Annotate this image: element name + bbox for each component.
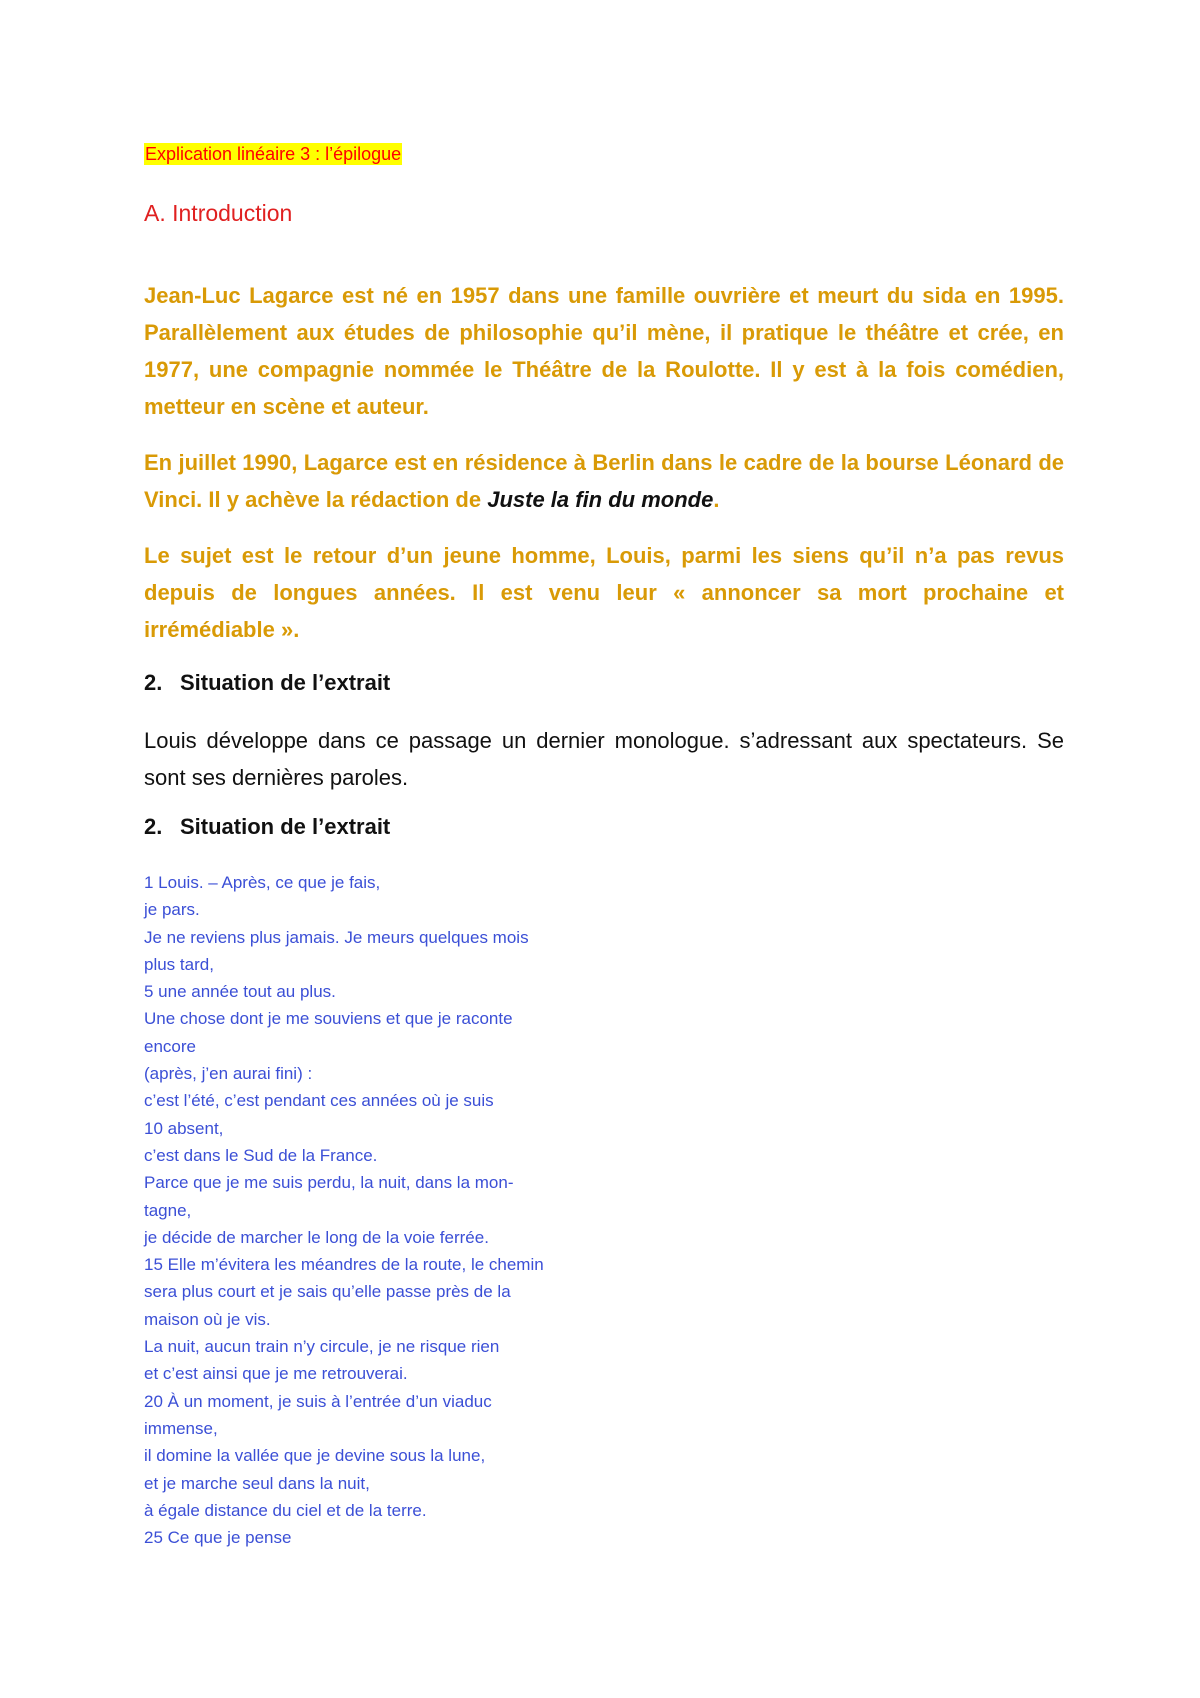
extract-line: 20 À un moment, je suis à l’entrée d’un viaduc bbox=[144, 1391, 492, 1411]
extract-line: 10 absent, bbox=[144, 1118, 224, 1138]
extract-line: maison où je vis. bbox=[144, 1309, 271, 1329]
extract-line: je pars. bbox=[144, 900, 200, 920]
intro-paragraph-subject: Le sujet est le retour d’un jeune homme, Louis, parmi les siens qu’il n’a pas revus depuis de longues années. Il est venu leur « annoncer sa mort prochaine et irrémédiable ». bbox=[144, 543, 1064, 642]
extract-line: 5 une année tout au plus. bbox=[144, 982, 336, 1002]
section-heading-extract bbox=[144, 812, 390, 842]
extract-line: 25 Ce que je pense bbox=[144, 1528, 292, 1548]
extract-line: il domine la vallée que je devine sous la lune, bbox=[144, 1446, 486, 1466]
intro-paragraph-berlin bbox=[144, 444, 1064, 518]
intro-paragraph-biography: Jean-Luc Lagarce est né en 1957 dans une famille ouvrière et meurt du sida en 1995. Parallèlement aux études de philosophie qu’il mène, il pratique le théâtre et crée, en 1977, une compagnie nommée le Théâtre de la Roulotte. Il y est à la fois comédien, metteur en scène et auteur. bbox=[144, 283, 1064, 419]
section-number: 2. bbox=[144, 670, 163, 695]
extract-line: encore bbox=[144, 1036, 196, 1056]
extract-line: Je ne reviens plus jamais. Je meurs quelques mois bbox=[144, 927, 529, 947]
extract-line: Parce que je me suis perdu, la nuit, dans la mon- bbox=[144, 1173, 514, 1193]
section-number: 2. bbox=[144, 814, 163, 839]
extract-text bbox=[144, 869, 664, 1551]
extract-line: tagne, bbox=[144, 1200, 192, 1220]
extract-line: c’est l’été, c’est pendant ces années où je suis bbox=[144, 1091, 494, 1111]
work-title: Juste la fin du monde bbox=[487, 487, 714, 512]
extract-line: et je marche seul dans la nuit, bbox=[144, 1473, 370, 1493]
berlin-text: En juillet 1990, Lagarce est en résidence à Berlin dans le cadre de la bourse Léonard de Vinci. Il y achève la rédaction de bbox=[144, 450, 1064, 512]
extract-line: et c’est ainsi que je me retrouverai. bbox=[144, 1364, 408, 1384]
document-title: Explication linéaire 3 : l’épilogue bbox=[145, 144, 402, 164]
extract-line: La nuit, aucun train n’y circule, je ne risque rien bbox=[144, 1337, 500, 1357]
extract-line: Une chose dont je me souviens et que je raconte bbox=[144, 1009, 513, 1029]
extract-line: sera plus court et je sais qu’elle passe près de la bbox=[144, 1282, 511, 1302]
extract-line: je décide de marcher le long de la voie ferrée. bbox=[144, 1227, 489, 1247]
extract-line: c’est dans le Sud de la France. bbox=[144, 1145, 378, 1165]
section-heading-situation bbox=[144, 668, 390, 698]
extract-line: plus tard, bbox=[144, 954, 214, 974]
extract-line: immense, bbox=[144, 1418, 218, 1438]
introduction-heading: A. Introduction bbox=[144, 200, 293, 226]
extract-line: 1 Louis. – Après, ce que je fais, bbox=[144, 873, 381, 892]
situation-paragraph: Louis développe dans ce passage un dernier monologue. s’adressant aux spectateurs. Se sont ses dernières paroles. bbox=[144, 728, 1064, 790]
berlin-text-end: . bbox=[713, 487, 720, 512]
section-title: Situation de l’extrait bbox=[180, 814, 391, 839]
extract-line: 15 Elle m’évitera les méandres de la route, le chemin bbox=[144, 1255, 544, 1275]
extract-line: à égale distance du ciel et de la terre. bbox=[144, 1500, 427, 1520]
section-title: Situation de l’extrait bbox=[180, 670, 391, 695]
extract-line: (après, j’en aurai fini) : bbox=[144, 1064, 313, 1084]
